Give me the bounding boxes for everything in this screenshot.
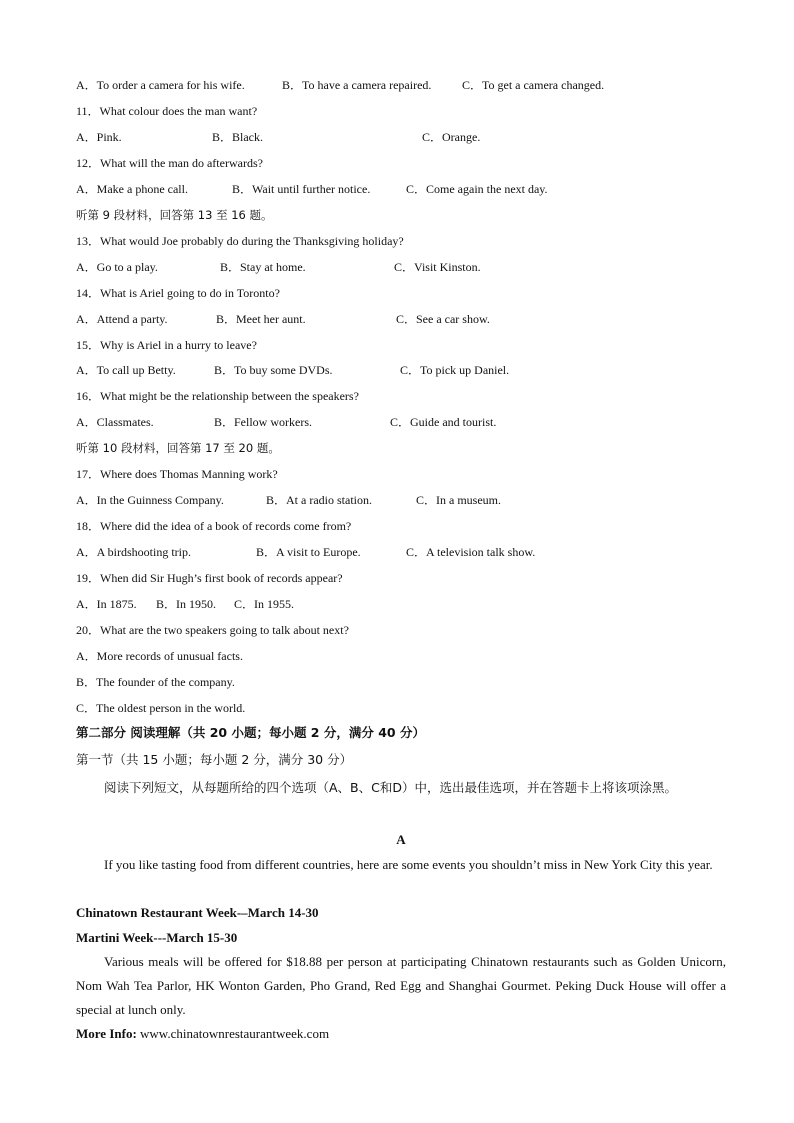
q15-option-b: B．To buy some DVDs. bbox=[214, 363, 333, 377]
q20-question: 20．What are the two speakers going to talk about next? bbox=[76, 623, 349, 637]
passage-letter: A bbox=[396, 832, 406, 847]
q11-option-a: A．Pink. bbox=[76, 130, 122, 144]
q14-question: 14．What is Ariel going to do in Toronto? bbox=[76, 286, 280, 300]
q16-option-a: A．Classmates. bbox=[76, 415, 154, 429]
q20-option-b: B．The founder of the company. bbox=[76, 675, 235, 689]
part2-instruction: 阅读下列短文，从每题所给的四个选项（A、B、C和D）中，选出最佳选项，并在答题卡上将该项涂黑。 bbox=[104, 780, 677, 795]
q12-question: 12．What will the man do afterwards? bbox=[76, 156, 263, 170]
passage-intro-text: If you like tasting food from different countries, here are some events you shouldn’t miss in New York City this year. bbox=[104, 857, 713, 872]
part2-heading: 第二部分 阅读理解（共 20 小题；每小题 2 分，满分 40 分） bbox=[76, 725, 425, 740]
more-info-url[interactable]: www.chinatownrestaurantweek.com bbox=[136, 1026, 330, 1041]
q18-option-b: B．A visit to Europe. bbox=[256, 545, 361, 559]
section-10-instruction: 听第 10 段材料，回答第 17 至 20 题。 bbox=[76, 441, 280, 455]
q19-option-a: A．In 1875. bbox=[76, 597, 137, 611]
q11-option-b: B．Black. bbox=[212, 130, 263, 144]
q15-question: 15．Why is Ariel in a hurry to leave? bbox=[76, 338, 257, 352]
q16-option-b: B．Fellow workers. bbox=[214, 415, 312, 429]
q13-question: 13．What would Joe probably do during the Thanksgiving holiday? bbox=[76, 234, 404, 248]
more-info-line bbox=[76, 1026, 329, 1042]
q12-option-c: C．Come again the next day. bbox=[406, 182, 548, 196]
q14-option-a: A．Attend a party. bbox=[76, 312, 168, 326]
q19-option-c: C．In 1955. bbox=[234, 597, 295, 611]
q10-option-b: B．To have a camera repaired. bbox=[282, 78, 432, 92]
q15-option-a: A．To call up Betty. bbox=[76, 363, 176, 377]
more-info-label: More Info: bbox=[76, 1026, 137, 1041]
q13-option-b: B．Stay at home. bbox=[220, 260, 306, 274]
event-martini-week: Martini Week---March 15-30 bbox=[76, 930, 238, 945]
q20-option-a: A．More records of unusual facts. bbox=[76, 649, 243, 663]
q17-option-a: A．In the Guinness Company. bbox=[76, 493, 224, 507]
q17-option-c: C．In a museum. bbox=[416, 493, 501, 507]
q19-option-b: B．In 1950. bbox=[156, 597, 217, 611]
passage-body-text: Various meals will be offered for $18.88 per person at participating Chinatown restaurants such as Golden Unicorn, Nom Wah Tea Parlor, HK Wonton Garden, Pho Grand, Red Egg and Shanghai Gourmet. Peking Duck House will offer a special at lunch only. bbox=[76, 954, 726, 1017]
q10-option-a: A．To order a camera for his wife. bbox=[76, 78, 245, 92]
q12-option-a: A．Make a phone call. bbox=[76, 182, 188, 196]
passage-intro bbox=[76, 853, 726, 877]
q12-option-b: B．Wait until further notice. bbox=[232, 182, 371, 196]
q20-option-c: C．The oldest person in the world. bbox=[76, 701, 246, 715]
section-9-instruction: 听第 9 段材料，回答第 13 至 16 题。 bbox=[76, 208, 273, 222]
q16-option-c: C．Guide and tourist. bbox=[390, 415, 497, 429]
q18-option-a: A．A birdshooting trip. bbox=[76, 545, 192, 559]
q15-option-c: C．To pick up Daniel. bbox=[400, 363, 510, 377]
q16-question: 16．What might be the relationship between the speakers? bbox=[76, 389, 359, 403]
q11-question: 11．What colour does the man want? bbox=[76, 104, 258, 118]
q14-option-c: C．See a car show. bbox=[396, 312, 490, 326]
q17-question: 17．Where does Thomas Manning work? bbox=[76, 467, 278, 481]
q13-option-c: C．Visit Kinston. bbox=[394, 260, 481, 274]
q14-option-b: B．Meet her aunt. bbox=[216, 312, 306, 326]
q10-option-c: C．To get a camera changed. bbox=[462, 78, 605, 92]
q11-option-c: C．Orange. bbox=[422, 130, 481, 144]
part2-section1: 第一节（共 15 小题；每小题 2 分，满分 30 分） bbox=[76, 752, 353, 767]
event-chinatown-restaurant-week: Chinatown Restaurant Week-–March 14-30 bbox=[76, 905, 319, 920]
q18-option-c: C．A television talk show. bbox=[406, 545, 536, 559]
q13-option-a: A．Go to a play. bbox=[76, 260, 158, 274]
passage-body bbox=[76, 950, 726, 1022]
q19-question: 19．When did Sir Hugh’s first book of records appear? bbox=[76, 571, 343, 585]
q17-option-b: B．At a radio station. bbox=[266, 493, 372, 507]
q18-question: 18．Where did the idea of a book of records come from? bbox=[76, 519, 352, 533]
